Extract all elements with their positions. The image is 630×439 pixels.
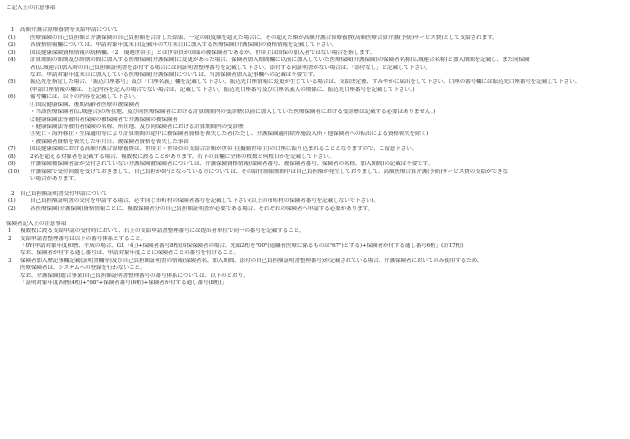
item-text: なお、介護保険(総合事業)自己負担額証明書整理番号の番号体系については、以下のとおり。 bbox=[20, 272, 249, 279]
list-item bbox=[4, 161, 624, 168]
list-item bbox=[4, 154, 624, 161]
section-3-heading: 保険者記入上の注意事項 bbox=[6, 220, 67, 227]
list-item bbox=[4, 79, 624, 86]
list-item bbox=[4, 258, 624, 265]
item-text: 備考欄には、以下の内容を記載して下さい。 bbox=[30, 94, 140, 101]
item-text: 医療保険者は、システムへの登録を行わないこと。 bbox=[20, 265, 146, 272]
item-text: い場合があります。 bbox=[30, 176, 79, 183]
list-item bbox=[4, 42, 624, 49]
item-text: 介護保険で受付回数を受けておきまして、自己負担が0円となっている方については、その給付制限期間中は自己負担額が発生しておりまして、高額医療合算介護(予防)サービス費の支給ができな bbox=[30, 168, 508, 175]
section-2-items bbox=[4, 198, 624, 213]
item-number: (8) bbox=[8, 153, 16, 160]
item-text: 国民健康保険資格情報の続柄欄、「2 優遇世帯主」とは世帯員が国保の被保険者であるが、世帯主は国保の加入者ではない場合を指します。 bbox=[30, 49, 376, 56]
list-item bbox=[4, 280, 624, 287]
list-item bbox=[4, 198, 624, 205]
item-number: (1) bbox=[8, 34, 16, 41]
list-item bbox=[4, 94, 624, 101]
list-item bbox=[4, 176, 624, 183]
list-item bbox=[4, 87, 624, 94]
item-number: (3) bbox=[8, 49, 16, 56]
document-page bbox=[4, 5, 624, 288]
item-number: (5) bbox=[8, 79, 16, 86]
item-number: (2) bbox=[8, 42, 16, 49]
item-number: 3 bbox=[8, 257, 12, 264]
item-number: (4) bbox=[8, 57, 16, 64]
list-item bbox=[4, 206, 624, 213]
section-1-sub-items bbox=[4, 102, 624, 147]
sub-item: ③死亡・海外移住・生保適用等により計算期間の途中に被保険者資格を喪失した者(ただし、介護保険適用除外施設入所・他保険者への転出による資格喪失を除く) bbox=[30, 131, 429, 138]
item-text: 2名を超える対象者を記載する場合、複数枚に渡ることがあります。右下の頁欄に全体の枚数と何枚目かを記載して下さい。 bbox=[30, 153, 335, 160]
sub-item: ・被保険者資格を喪失した年月日、被保険者資格を喪失した事由 bbox=[30, 138, 189, 145]
item-text: 各医療保険(介護保険)資格情報ごとに、複数保険者分の自己負担額証明書が必要である場合、それぞれの保険者へ申請する必要があります。 bbox=[30, 205, 374, 212]
item-text: 自己負担額証明書の交付を申請する場合、必ず同じ市町村の保険者番号を記載して下さい(以上の市町村の保険者番号を記載しないで下さい)。 bbox=[30, 198, 379, 205]
item-number: (1) bbox=[8, 198, 16, 205]
section-2-heading: 2 自己負担額証明書交付申請について bbox=[11, 190, 108, 197]
item-text: 国民健康保険における高額介護合算療養費は、世帯主・世帯員の支給合計額が世帯主(擬制世帯主)の口座に振り込まれることとなりますので、ご留意下さい。 bbox=[30, 146, 418, 153]
item-text: なお、申請対象年度末日に加入している医療保険(介護保険)については、当該保険者加入記事欄への記載は不要です。 bbox=[30, 71, 319, 78]
list-item bbox=[4, 146, 624, 153]
item-number: (9) bbox=[8, 161, 16, 168]
list-item bbox=[4, 35, 624, 42]
list-item bbox=[4, 72, 624, 79]
item-text: 複数枚に渡る支給申請の受付時において、右上の支給申請書整理番号には提出者単位で同一の番号を記載すること。 bbox=[20, 228, 305, 235]
sub-item: ①国民健康保険、後期高齢者医療の被保険者 bbox=[30, 101, 140, 108]
item-text: 医療保険の自己負担額と介護保険の自己負担額を合計した結果、一定の限度額を超えた場合に、その超えた額が高額介護合算療養費(高額医療合算介護(予防)サービス費)として支給されます。 bbox=[30, 34, 498, 41]
item-text: (申請口座情報の欄は、上記内容を記入の場合でない場合は、記載して下さい。振込先口座番号及び口座名義人の関係に、振込先口座番号を記載して下さい。) bbox=[30, 86, 415, 93]
list-item bbox=[4, 228, 624, 235]
item-number: (2) bbox=[8, 205, 16, 212]
item-number: 2 bbox=[8, 235, 12, 242]
item-text: 「証明対象年度西暦(4桁)+"98"+保険者番号(6桁)+保険者が付する通し番号(8桁)」 bbox=[20, 280, 227, 287]
item-text: 「0Y(申請対象年度和暦、平成の場合、G1「4」)+保険者番号8桁(国保保険者の場合、先頭2桁を"00"(退職者医療に係るものは"67")とする)+保険者が付する通し番号6桁」(計17桁) bbox=[20, 243, 464, 249]
item-text: 支給申請書整理番号は以下の番号体系とすること。 bbox=[20, 235, 146, 242]
list-item bbox=[4, 236, 624, 243]
list-item bbox=[4, 57, 624, 64]
item-text: 保険者加入歴記事欄記載(証明書欄等)及び自己負担額証明書の情報(保険者名、加入期間、添付の自己負担額証明書整理番号)が記載されている場合、介護保険者においてのみ使用するため、 bbox=[20, 257, 483, 264]
item-number: (10) bbox=[8, 168, 20, 175]
section-3-items bbox=[4, 228, 624, 288]
list-item bbox=[4, 169, 624, 176]
item-number: 1 bbox=[8, 228, 12, 235]
list-item bbox=[4, 273, 624, 280]
item-text: 計算期間の始期及び終期の間に加入する医療保険(介護保険)に変更があった場合、保険者加入期間欄に以前に加入していた医療保険(介護保険)の保険者名称(広域連合名称)と加入期間を記載し、また同保険 bbox=[30, 57, 530, 64]
sub-item: ・健康保険法等被用者保険の名称、所在地、及び同保険者における計算期間内の受診歴 bbox=[30, 124, 244, 130]
list-item bbox=[4, 65, 624, 72]
section-1-heading: 1 高額介護合算療養費等支給申請について bbox=[11, 27, 119, 34]
page-title: ご記入上の注意事項 bbox=[6, 5, 56, 11]
item-text: 各資格情報欄については、申請対象年度末日(記載年の7月末日)に加入する医療保険(介護保険)の資格情報を記載して下さい。 bbox=[30, 42, 338, 49]
item-text: 介護保険被保険者証が交付されていない介護保険被保険者については、介護保険資格情報(保険者番号、被保険者番号、保険者の名称、加入期間)の記載は不要です。 bbox=[30, 161, 434, 168]
item-number: (6) bbox=[8, 94, 16, 101]
item-text: なお、保険者が付する通し番号は、申請対象年度ごとに保険者ごとの番号を付けること。 bbox=[20, 250, 239, 257]
item-text: 振込先を指定した場合、「振込口座番号」及び「口座名義」欄を記載して下さい。振込先口座情報に変更が生じている場合は、支給決定後、すみやかに届出をして下さい。口座の番号欄には振込先口座番号を記載して下さい。 bbox=[30, 79, 581, 86]
item-text: 者(広域連合)加入時の自己負担額証明書を添付する場合には同証明書整理番号を記載して下さい。添付する同証明書がない場合は、「添付なし」と記載して下さい。 bbox=[30, 64, 431, 71]
sub-item: ・当該医療保険者(広域連合)の所在地、及び同医療保険者における計算期間内の受診歴(以前に加入していた医療保険者における受診歴は記載する必要はありません。) bbox=[30, 109, 436, 116]
list-item bbox=[4, 265, 624, 272]
item-number: (7) bbox=[8, 146, 16, 153]
section-1-items bbox=[4, 35, 624, 102]
section-1-items-b bbox=[4, 146, 624, 183]
list-item bbox=[4, 250, 624, 257]
list-item bbox=[4, 243, 624, 250]
list-item bbox=[4, 50, 624, 57]
sub-item: ②健康保険法等被用者保険の被保険者で介護保険の被保険者 bbox=[30, 116, 178, 123]
